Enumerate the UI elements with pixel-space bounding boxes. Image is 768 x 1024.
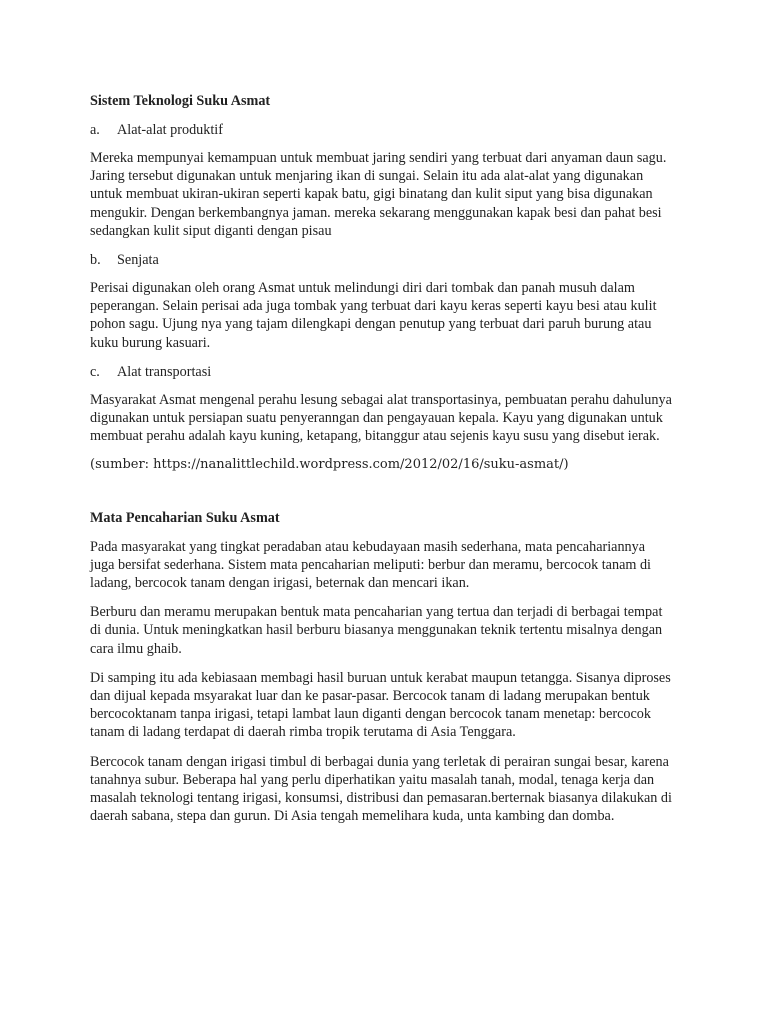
paragraph-livelihood-1: Pada masyarakat yang tingkat peradaban atau kebudayaan masih sederhana, mata pencahariannya juga bersifat sederhana. Sistem mata pencaharian meliputi: berbur dan meramu, bercocok tanam di ladang, bercocok tanam dengan irigasi, beternak dan mencari ikan. <box>90 538 651 592</box>
section-title-livelihood: Mata Pencaharian Suku Asmat <box>90 509 280 526</box>
paragraph-livelihood-3: Di samping itu ada kebiasaan membagi hasil buruan untuk kerabat maupun tetangga. Sisanya diproses dan dijual kepada msyarakat luar dan ke pasar-pasar. Bercocok tanam di ladang merupakan bentuk bercocoktanam tanpa irigasi, tetapi lambat laun diganti dengan bercocok tanam menetap: bercocok tanam di ladang terdapat di daerah rimba tropik terutama di Asia Tenggara. <box>90 669 671 741</box>
paragraph-transportation: Masyarakat Asmat mengenal perahu lesung sebagai alat transportasinya, pembuatan perahu dahulunya digunakan untuk persiapan suatu penyeranngan dan pengayauan kepala. Kayu yang digunakan untuk membuat perahu adalah kayu kuning, ketapang, bitanggur atau sejenis kayu susu yang disebut ierak. <box>90 391 672 445</box>
list-marker-c: c. <box>90 363 100 380</box>
list-label-c: Alat transportasi <box>117 363 212 380</box>
paragraph-productive-tools: Mereka mempunyai kemampuan untuk membuat jaring sendiri yang terbuat dari anyaman daun sagu. Jaring tersebut digunakan untuk menjaring ikan di sungai. Selain itu ada alat-alat yang digunakan untuk membuat ukiran-ukiran seperti kapak batu, gigi binatang dan kulit siput yang bisa digunakan mengukir. Dengan berkembangnya jaman. mereka sekarang menggunakan kapak besi dan pahat besi sedangkan kulit siput diganti dengan pisau <box>90 150 667 239</box>
list-marker-b: b. <box>90 252 101 269</box>
paragraph-livelihood-4: Bercocok tanam dengan irigasi timbul di berbagai dunia yang terletak di perairan sungai besar, karena tanahnya subur. Beberapa hal yang perlu diperhatikan yaitu masalah tanah, modal, tenaga kerja dan masalah teknologi tentang irigasi, konsumsi, distribusi dan pemasaran.berternak biasanya dilakukan di daerah sabana, stepa dan gurun. Di Asia tengah memelihara kuda, unta kambing dan domba. <box>90 753 672 825</box>
list-label-a: Alat-alat produktif <box>117 122 223 138</box>
source-citation: (sumber: https://nanalittlechild.wordpress.com/2012/02/16/suku-asmat/) <box>90 457 569 473</box>
list-marker-a: a. <box>90 122 100 138</box>
paragraph-livelihood-2: Berburu dan meramu merupakan bentuk mata pencaharian yang tertua dan terjadi di berbagai tempat di dunia. Untuk meningkatkan hasil berburu biasanya menggunakan teknik tertentu misalnya dengan cara ilmu ghaib. <box>90 604 663 657</box>
list-item-a <box>90 121 708 139</box>
paragraph-weapons: Perisai digunakan oleh orang Asmat untuk melindungi diri dari tombak dan panah musuh dalam peperangan. Selain perisai ada juga tombak yang terbuat dari kayu keras seperti kayu besi atau kulit pohon sagu. Ujung nya yang tajam dilengkapi dengan penutup yang terbuat dari paruh burung atau kuku burung kasuari. <box>90 280 657 351</box>
section-title-technology: Sistem Teknologi Suku Asmat <box>90 93 271 109</box>
list-item-b <box>90 251 708 269</box>
list-label-b: Senjata <box>117 252 159 269</box>
list-item-c <box>90 363 708 381</box>
